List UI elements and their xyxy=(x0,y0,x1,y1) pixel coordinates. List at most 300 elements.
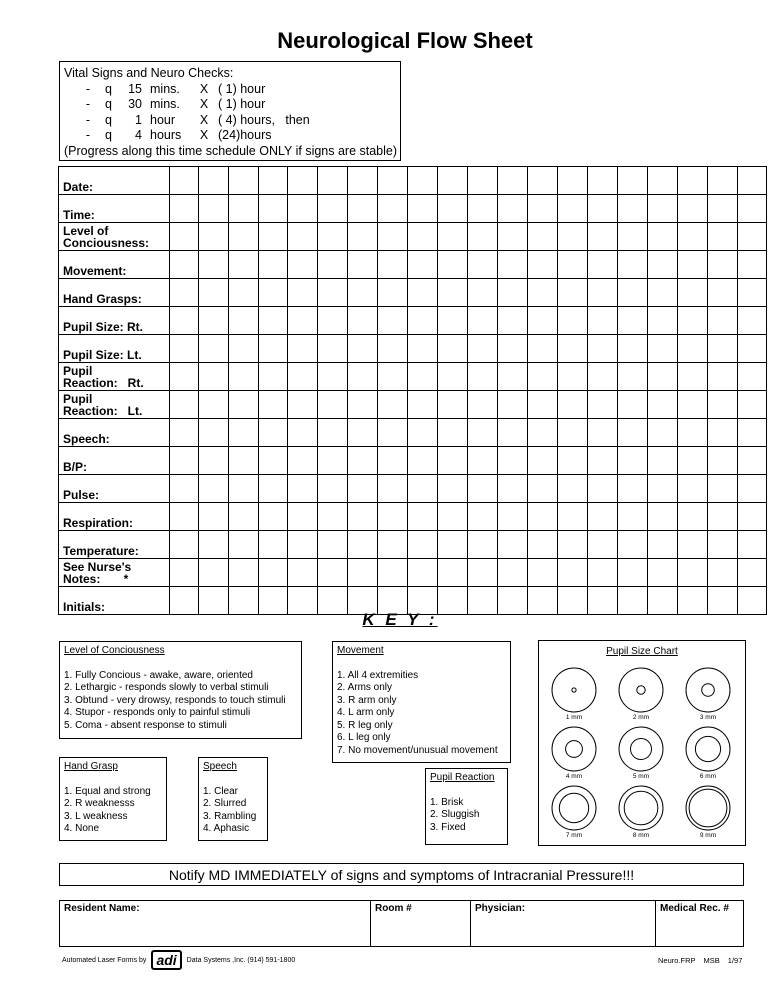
grid-cell[interactable] xyxy=(498,251,528,279)
grid-cell[interactable] xyxy=(408,335,438,363)
grid-cell[interactable] xyxy=(498,167,528,195)
grid-cell[interactable] xyxy=(738,279,767,307)
grid-cell[interactable] xyxy=(558,307,588,335)
grid-cell[interactable] xyxy=(438,531,468,559)
grid-cell[interactable] xyxy=(378,251,408,279)
grid-cell[interactable] xyxy=(170,447,199,475)
grid-cell[interactable] xyxy=(318,391,348,419)
grid-cell[interactable] xyxy=(498,531,528,559)
grid-cell[interactable] xyxy=(558,195,588,223)
grid-cell[interactable] xyxy=(468,391,498,419)
grid-cell[interactable] xyxy=(259,223,288,251)
grid-cell[interactable] xyxy=(259,195,288,223)
grid-cell[interactable] xyxy=(618,391,648,419)
grid-cell[interactable] xyxy=(199,475,229,503)
grid-cell[interactable] xyxy=(738,503,767,531)
grid-cell[interactable] xyxy=(318,195,348,223)
grid-cell[interactable] xyxy=(708,279,738,307)
grid-cell[interactable] xyxy=(170,279,199,307)
grid-cell[interactable] xyxy=(678,195,708,223)
grid-cell[interactable] xyxy=(618,531,648,559)
grid-cell[interactable] xyxy=(170,195,199,223)
grid-cell[interactable] xyxy=(170,363,199,391)
grid-cell[interactable] xyxy=(318,167,348,195)
grid-cell[interactable] xyxy=(408,363,438,391)
grid-cell[interactable] xyxy=(588,531,618,559)
grid-cell[interactable] xyxy=(199,503,229,531)
grid-cell[interactable] xyxy=(288,363,318,391)
grid-cell[interactable] xyxy=(528,419,558,447)
grid-cell[interactable] xyxy=(468,447,498,475)
medical-rec-field[interactable] xyxy=(656,901,744,946)
grid-cell[interactable] xyxy=(528,251,558,279)
grid-cell[interactable] xyxy=(199,167,229,195)
grid-cell[interactable] xyxy=(229,279,259,307)
grid-cell[interactable] xyxy=(408,195,438,223)
grid-cell[interactable] xyxy=(199,531,229,559)
grid-cell[interactable] xyxy=(678,559,708,587)
grid-cell[interactable] xyxy=(498,335,528,363)
grid-cell[interactable] xyxy=(468,223,498,251)
grid-cell[interactable] xyxy=(588,223,618,251)
grid-cell[interactable] xyxy=(229,223,259,251)
grid-cell[interactable] xyxy=(229,251,259,279)
grid-cell[interactable] xyxy=(498,503,528,531)
grid-cell[interactable] xyxy=(558,475,588,503)
grid-cell[interactable] xyxy=(558,559,588,587)
grid-cell[interactable] xyxy=(378,167,408,195)
grid-cell[interactable] xyxy=(438,195,468,223)
grid-cell[interactable] xyxy=(318,447,348,475)
grid-cell[interactable] xyxy=(348,279,378,307)
grid-cell[interactable] xyxy=(318,223,348,251)
grid-cell[interactable] xyxy=(408,419,438,447)
grid-cell[interactable] xyxy=(528,531,558,559)
grid-cell[interactable] xyxy=(588,391,618,419)
grid-cell[interactable] xyxy=(199,223,229,251)
grid-cell[interactable] xyxy=(528,559,558,587)
grid-cell[interactable] xyxy=(408,559,438,587)
grid-cell[interactable] xyxy=(170,251,199,279)
grid-cell[interactable] xyxy=(438,559,468,587)
grid-cell[interactable] xyxy=(498,475,528,503)
grid-cell[interactable] xyxy=(498,279,528,307)
grid-cell[interactable] xyxy=(468,419,498,447)
grid-cell[interactable] xyxy=(408,475,438,503)
grid-cell[interactable] xyxy=(348,251,378,279)
grid-cell[interactable] xyxy=(378,307,408,335)
grid-cell[interactable] xyxy=(648,279,678,307)
grid-cell[interactable] xyxy=(438,307,468,335)
grid-cell[interactable] xyxy=(738,447,767,475)
grid-cell[interactable] xyxy=(318,503,348,531)
grid-cell[interactable] xyxy=(708,363,738,391)
grid-cell[interactable] xyxy=(348,475,378,503)
grid-cell[interactable] xyxy=(229,475,259,503)
grid-cell[interactable] xyxy=(378,559,408,587)
grid-cell[interactable] xyxy=(259,279,288,307)
grid-cell[interactable] xyxy=(170,419,199,447)
grid-cell[interactable] xyxy=(378,447,408,475)
grid-cell[interactable] xyxy=(708,391,738,419)
grid-cell[interactable] xyxy=(618,475,648,503)
grid-cell[interactable] xyxy=(408,503,438,531)
grid-cell[interactable] xyxy=(170,391,199,419)
grid-cell[interactable] xyxy=(738,335,767,363)
grid-cell[interactable] xyxy=(648,167,678,195)
grid-cell[interactable] xyxy=(199,251,229,279)
grid-cell[interactable] xyxy=(348,447,378,475)
grid-cell[interactable] xyxy=(588,447,618,475)
grid-cell[interactable] xyxy=(378,363,408,391)
grid-cell[interactable] xyxy=(229,447,259,475)
grid-cell[interactable] xyxy=(648,419,678,447)
grid-cell[interactable] xyxy=(438,251,468,279)
grid-cell[interactable] xyxy=(229,503,259,531)
grid-cell[interactable] xyxy=(528,475,558,503)
grid-cell[interactable] xyxy=(708,559,738,587)
grid-cell[interactable] xyxy=(348,307,378,335)
grid-cell[interactable] xyxy=(199,195,229,223)
grid-cell[interactable] xyxy=(438,223,468,251)
grid-cell[interactable] xyxy=(229,195,259,223)
grid-cell[interactable] xyxy=(318,419,348,447)
grid-cell[interactable] xyxy=(588,419,618,447)
grid-cell[interactable] xyxy=(288,251,318,279)
grid-cell[interactable] xyxy=(558,391,588,419)
grid-cell[interactable] xyxy=(468,503,498,531)
grid-cell[interactable] xyxy=(408,307,438,335)
grid-cell[interactable] xyxy=(229,531,259,559)
grid-cell[interactable] xyxy=(468,195,498,223)
grid-cell[interactable] xyxy=(498,559,528,587)
grid-cell[interactable] xyxy=(229,307,259,335)
grid-cell[interactable] xyxy=(318,363,348,391)
grid-cell[interactable] xyxy=(468,251,498,279)
grid-cell[interactable] xyxy=(738,167,767,195)
grid-cell[interactable] xyxy=(498,419,528,447)
grid-cell[interactable] xyxy=(348,167,378,195)
grid-cell[interactable] xyxy=(648,335,678,363)
grid-cell[interactable] xyxy=(259,363,288,391)
grid-cell[interactable] xyxy=(229,419,259,447)
grid-cell[interactable] xyxy=(618,167,648,195)
resident-name-field[interactable] xyxy=(60,901,370,946)
grid-cell[interactable] xyxy=(288,279,318,307)
grid-cell[interactable] xyxy=(199,391,229,419)
grid-cell[interactable] xyxy=(288,307,318,335)
grid-cell[interactable] xyxy=(708,251,738,279)
grid-cell[interactable] xyxy=(708,503,738,531)
grid-cell[interactable] xyxy=(558,503,588,531)
grid-cell[interactable] xyxy=(708,307,738,335)
grid-cell[interactable] xyxy=(678,503,708,531)
grid-cell[interactable] xyxy=(648,307,678,335)
grid-cell[interactable] xyxy=(708,167,738,195)
grid-cell[interactable] xyxy=(738,223,767,251)
grid-cell[interactable] xyxy=(288,559,318,587)
grid-cell[interactable] xyxy=(378,475,408,503)
grid-cell[interactable] xyxy=(648,447,678,475)
grid-cell[interactable] xyxy=(678,531,708,559)
grid-cell[interactable] xyxy=(738,531,767,559)
grid-cell[interactable] xyxy=(318,335,348,363)
grid-cell[interactable] xyxy=(678,475,708,503)
grid-cell[interactable] xyxy=(738,307,767,335)
grid-cell[interactable] xyxy=(408,223,438,251)
grid-cell[interactable] xyxy=(348,335,378,363)
grid-cell[interactable] xyxy=(618,223,648,251)
grid-cell[interactable] xyxy=(288,195,318,223)
grid-cell[interactable] xyxy=(678,335,708,363)
grid-cell[interactable] xyxy=(618,335,648,363)
grid-cell[interactable] xyxy=(588,307,618,335)
grid-cell[interactable] xyxy=(199,335,229,363)
grid-cell[interactable] xyxy=(588,251,618,279)
grid-cell[interactable] xyxy=(648,363,678,391)
grid-cell[interactable] xyxy=(438,279,468,307)
grid-cell[interactable] xyxy=(708,223,738,251)
grid-cell[interactable] xyxy=(588,335,618,363)
grid-cell[interactable] xyxy=(378,223,408,251)
grid-cell[interactable] xyxy=(558,223,588,251)
grid-cell[interactable] xyxy=(648,531,678,559)
grid-cell[interactable] xyxy=(318,531,348,559)
grid-cell[interactable] xyxy=(648,391,678,419)
grid-cell[interactable] xyxy=(618,307,648,335)
grid-cell[interactable] xyxy=(288,391,318,419)
grid-cell[interactable] xyxy=(498,363,528,391)
grid-cell[interactable] xyxy=(678,223,708,251)
grid-cell[interactable] xyxy=(738,475,767,503)
grid-cell[interactable] xyxy=(708,475,738,503)
grid-cell[interactable] xyxy=(618,251,648,279)
grid-cell[interactable] xyxy=(259,307,288,335)
grid-cell[interactable] xyxy=(378,335,408,363)
grid-cell[interactable] xyxy=(408,167,438,195)
grid-cell[interactable] xyxy=(678,419,708,447)
grid-cell[interactable] xyxy=(199,447,229,475)
grid-cell[interactable] xyxy=(170,475,199,503)
grid-cell[interactable] xyxy=(438,419,468,447)
grid-cell[interactable] xyxy=(438,475,468,503)
grid-cell[interactable] xyxy=(708,419,738,447)
grid-cell[interactable] xyxy=(259,251,288,279)
grid-cell[interactable] xyxy=(229,167,259,195)
grid-cell[interactable] xyxy=(528,391,558,419)
grid-cell[interactable] xyxy=(618,503,648,531)
grid-cell[interactable] xyxy=(170,307,199,335)
grid-cell[interactable] xyxy=(438,503,468,531)
grid-cell[interactable] xyxy=(678,363,708,391)
grid-cell[interactable] xyxy=(468,335,498,363)
grid-cell[interactable] xyxy=(558,531,588,559)
grid-cell[interactable] xyxy=(648,195,678,223)
grid-cell[interactable] xyxy=(588,475,618,503)
grid-cell[interactable] xyxy=(708,335,738,363)
grid-cell[interactable] xyxy=(229,335,259,363)
grid-cell[interactable] xyxy=(259,335,288,363)
grid-cell[interactable] xyxy=(528,503,558,531)
grid-cell[interactable] xyxy=(438,167,468,195)
grid-cell[interactable] xyxy=(348,559,378,587)
grid-cell[interactable] xyxy=(199,363,229,391)
grid-cell[interactable] xyxy=(318,307,348,335)
grid-cell[interactable] xyxy=(558,279,588,307)
grid-cell[interactable] xyxy=(288,503,318,531)
grid-cell[interactable] xyxy=(528,195,558,223)
grid-cell[interactable] xyxy=(288,475,318,503)
grid-cell[interactable] xyxy=(408,447,438,475)
grid-cell[interactable] xyxy=(438,391,468,419)
grid-cell[interactable] xyxy=(678,251,708,279)
grid-cell[interactable] xyxy=(170,167,199,195)
grid-cell[interactable] xyxy=(438,363,468,391)
grid-cell[interactable] xyxy=(708,447,738,475)
room-field[interactable] xyxy=(371,901,470,946)
grid-cell[interactable] xyxy=(408,279,438,307)
grid-cell[interactable] xyxy=(528,335,558,363)
grid-cell[interactable] xyxy=(259,531,288,559)
grid-cell[interactable] xyxy=(558,335,588,363)
grid-cell[interactable] xyxy=(348,419,378,447)
grid-cell[interactable] xyxy=(408,251,438,279)
grid-cell[interactable] xyxy=(618,419,648,447)
grid-cell[interactable] xyxy=(498,391,528,419)
grid-cell[interactable] xyxy=(348,223,378,251)
grid-cell[interactable] xyxy=(288,531,318,559)
grid-cell[interactable] xyxy=(678,167,708,195)
grid-cell[interactable] xyxy=(468,531,498,559)
grid-cell[interactable] xyxy=(528,447,558,475)
grid-cell[interactable] xyxy=(408,391,438,419)
grid-cell[interactable] xyxy=(558,251,588,279)
grid-cell[interactable] xyxy=(348,195,378,223)
grid-cell[interactable] xyxy=(558,447,588,475)
grid-cell[interactable] xyxy=(588,503,618,531)
grid-cell[interactable] xyxy=(678,307,708,335)
grid-cell[interactable] xyxy=(588,559,618,587)
grid-cell[interactable] xyxy=(288,223,318,251)
grid-cell[interactable] xyxy=(170,503,199,531)
grid-cell[interactable] xyxy=(618,559,648,587)
grid-cell[interactable] xyxy=(528,223,558,251)
grid-cell[interactable] xyxy=(318,251,348,279)
grid-cell[interactable] xyxy=(378,195,408,223)
grid-cell[interactable] xyxy=(170,335,199,363)
grid-cell[interactable] xyxy=(558,363,588,391)
grid-cell[interactable] xyxy=(468,363,498,391)
grid-cell[interactable] xyxy=(288,167,318,195)
grid-cell[interactable] xyxy=(468,279,498,307)
grid-cell[interactable] xyxy=(229,363,259,391)
grid-cell[interactable] xyxy=(558,167,588,195)
grid-cell[interactable] xyxy=(229,391,259,419)
grid-cell[interactable] xyxy=(708,531,738,559)
grid-cell[interactable] xyxy=(378,531,408,559)
physician-field[interactable] xyxy=(471,901,655,946)
grid-cell[interactable] xyxy=(588,363,618,391)
grid-cell[interactable] xyxy=(259,419,288,447)
grid-cell[interactable] xyxy=(648,475,678,503)
grid-cell[interactable] xyxy=(259,559,288,587)
grid-cell[interactable] xyxy=(468,167,498,195)
grid-cell[interactable] xyxy=(618,195,648,223)
grid-cell[interactable] xyxy=(199,307,229,335)
grid-cell[interactable] xyxy=(170,223,199,251)
grid-cell[interactable] xyxy=(378,279,408,307)
grid-cell[interactable] xyxy=(648,559,678,587)
grid-cell[interactable] xyxy=(738,419,767,447)
grid-cell[interactable] xyxy=(438,447,468,475)
grid-cell[interactable] xyxy=(528,363,558,391)
grid-cell[interactable] xyxy=(468,307,498,335)
grid-cell[interactable] xyxy=(468,475,498,503)
grid-cell[interactable] xyxy=(648,251,678,279)
grid-cell[interactable] xyxy=(528,279,558,307)
grid-cell[interactable] xyxy=(408,531,438,559)
grid-cell[interactable] xyxy=(348,363,378,391)
grid-cell[interactable] xyxy=(738,195,767,223)
grid-cell[interactable] xyxy=(199,279,229,307)
grid-cell[interactable] xyxy=(738,251,767,279)
grid-cell[interactable] xyxy=(618,279,648,307)
grid-cell[interactable] xyxy=(348,503,378,531)
grid-cell[interactable] xyxy=(588,167,618,195)
grid-cell[interactable] xyxy=(199,559,229,587)
grid-cell[interactable] xyxy=(648,503,678,531)
grid-cell[interactable] xyxy=(288,335,318,363)
grid-cell[interactable] xyxy=(498,195,528,223)
grid-cell[interactable] xyxy=(648,223,678,251)
grid-cell[interactable] xyxy=(318,475,348,503)
grid-cell[interactable] xyxy=(708,195,738,223)
grid-cell[interactable] xyxy=(378,503,408,531)
grid-cell[interactable] xyxy=(259,503,288,531)
grid-cell[interactable] xyxy=(348,531,378,559)
grid-cell[interactable] xyxy=(588,279,618,307)
grid-cell[interactable] xyxy=(229,559,259,587)
grid-cell[interactable] xyxy=(259,475,288,503)
grid-cell[interactable] xyxy=(558,419,588,447)
grid-cell[interactable] xyxy=(259,391,288,419)
grid-cell[interactable] xyxy=(170,559,199,587)
grid-cell[interactable] xyxy=(618,363,648,391)
grid-cell[interactable] xyxy=(378,391,408,419)
grid-cell[interactable] xyxy=(678,391,708,419)
grid-cell[interactable] xyxy=(378,419,408,447)
grid-cell[interactable] xyxy=(738,391,767,419)
grid-cell[interactable] xyxy=(288,419,318,447)
grid-cell[interactable] xyxy=(199,419,229,447)
grid-cell[interactable] xyxy=(170,531,199,559)
grid-cell[interactable] xyxy=(528,307,558,335)
grid-cell[interactable] xyxy=(468,559,498,587)
grid-cell[interactable] xyxy=(318,279,348,307)
grid-cell[interactable] xyxy=(438,335,468,363)
grid-cell[interactable] xyxy=(498,307,528,335)
grid-cell[interactable] xyxy=(498,223,528,251)
grid-cell[interactable] xyxy=(588,195,618,223)
grid-cell[interactable] xyxy=(678,447,708,475)
grid-cell[interactable] xyxy=(259,167,288,195)
grid-cell[interactable] xyxy=(528,167,558,195)
grid-cell[interactable] xyxy=(738,559,767,587)
grid-cell[interactable] xyxy=(259,447,288,475)
grid-cell[interactable] xyxy=(348,391,378,419)
grid-cell[interactable] xyxy=(498,447,528,475)
grid-cell[interactable] xyxy=(288,447,318,475)
